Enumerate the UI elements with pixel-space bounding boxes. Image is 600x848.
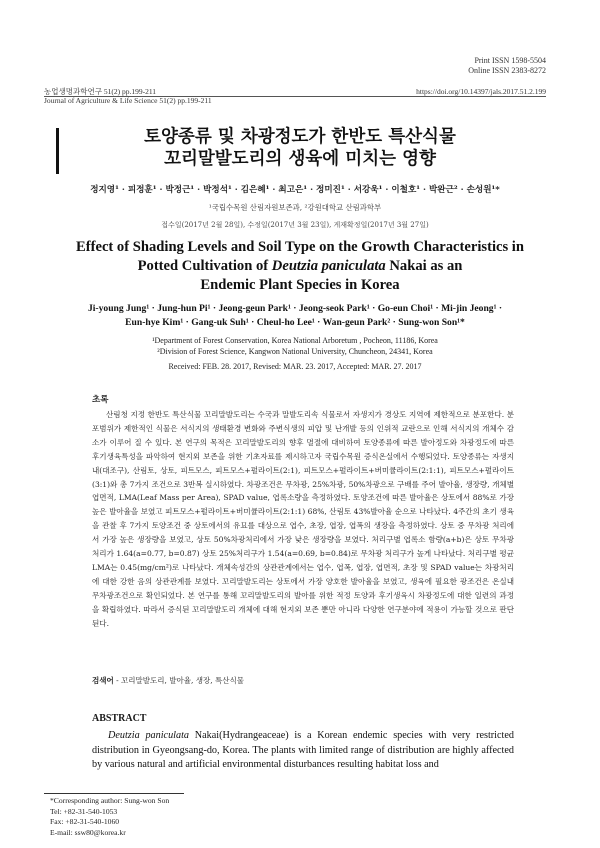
english-title-line2-pre: Potted Cultivation of [137, 258, 272, 274]
english-title-line1: Effect of Shading Levels and Soil Type on the Growth Characteristics in [76, 239, 524, 255]
english-affiliation [44, 335, 546, 357]
korean-dates: 접수일(2017년 2월 28일), 수정일(2017년 3월 23일), 게재확정일(2017년 3월 27일) [161, 221, 429, 229]
issn-block [468, 56, 546, 76]
footnote-author: *Corresponding author: Sung-won Son [50, 796, 170, 805]
online-issn: Online ISSN 2383-8272 [468, 66, 546, 75]
korean-title [62, 126, 538, 170]
english-authors-line1: Ji-young Jung¹ · Jung-hun Pi¹ · Jeong-geun Park¹ · Jeong-seok Park¹ · Go-eun Choi¹ · Mi-jin Jeong¹ · [87, 303, 503, 314]
doi-link[interactable]: https://doi.org/10.14397/jals.2017.51.2.199 [416, 87, 546, 96]
english-abstract-text: Nakai(Hydrangeaceae) is a Korean endemic species with very restricted distribution in Gyeongsang-do, Korea. The plants with limited range of distribution are highly affected by various natural and artificial environmental disturbances resulting habitat loss and [92, 730, 514, 771]
korean-title-line2: 꼬리말발도리의 생육에 미치는 영향 [164, 149, 436, 169]
korean-title-line1: 토양종류 및 차광정도가 한반도 특산식물 [144, 127, 456, 147]
korean-keywords [92, 675, 244, 686]
korean-abstract-heading: 초록 [92, 395, 109, 405]
korean-authors: 정지영¹ · 피정훈¹ · 박정근¹ · 박정석¹ · 김은혜¹ · 최고은¹ · 정미진¹ · 서강욱¹ · 이철호¹ · 박완근² · 손성원¹* [90, 185, 500, 195]
english-affiliation-line1: ¹Department of Forest Conservation, Korea National Arboretum , Pocheon, 11186, Korea [152, 336, 438, 345]
footnote-fax: Fax: +82-31-540-1060 [50, 817, 120, 826]
english-affiliation-line2: ²Division of Forest Science, Kangwon National University, Chuncheon, 24341, Korea [157, 347, 433, 356]
footnote-tel: Tel: +82-31-540-1053 [50, 806, 118, 816]
english-title-line2 [40, 257, 560, 276]
english-title-line2-post: Nakai as an [385, 258, 463, 274]
english-title [40, 238, 560, 295]
footnote-divider [44, 793, 184, 794]
english-authors [44, 302, 546, 330]
footnote-email[interactable]: E-mail: ssw80@korea.kr [50, 827, 126, 837]
english-title-line3: Endemic Plant Species in Korea [200, 277, 400, 293]
keywords-text: - 꼬리말발도리, 발아율, 생장, 특산식물 [113, 676, 245, 685]
abstract-species-name: Deutzia paniculata [108, 730, 190, 741]
header-divider [44, 96, 546, 97]
korean-abstract-body: 산림청 지정 한반도 특산식물 꼬리말발도리는 수국과 말발도리속 식물로서 자생지가 경상도 지역에 제한적으로 분포한다. 분포범위가 제한적인 식물은 서식지의 생태환경 변화와 주변식생의 피압 및 난개발 등의 인위적 교란으로 인해 서식지의 개체수 감소가 이루어 질 수 있다. 본 연구의 목적은 꼬리말발도리의 향후 멸절에 대비하여 토양종류에 따른 발아정도와 차광정도에 따른 후기생육특성을 파악하여 현지외 보존을 위한 기초자료를 제시하고자 국립수목원 증식온실에서 수행되었다. 토양종류는 자생지내(대조구), 산림토, 상토, 피트모스, 피트모스+펄라이트(2:1), 피트모스+펄라이트+버미큘라이트(2:1:1), 피트모스+펄라이트(3:1)와 총 7가지 조건으로 3반복 실시하였다. 차광조건은 무차광, 25%차광, 50%차광으로 구배를 주어 발아율, 생장량, 개체별 엽면적, LMA(Leaf Mass per Area), SPAD value, 엽록소량을 측정하였다. 토양조건에 따른 발아율은 상토에서 88%로 가장 높은 발아율을 보였고 피트모스+펄라이트+버미큘라이트(2:1:1) 68%, 산림토 43%발아율 순으로 나타났다. 4주간의 초기 생육을 관찰 후 7가지 토양조건 중 상토에서의 유묘를 대상으로 엽수, 초장, 엽장, 엽폭의 생장을 측정하였다. 상토 중 무차광 처리에서 가장 높은 생장량을 보였고, 상토 50%차광처리에서 가장 낮은 생장량을 보였다. 처리구별 엽록소 함량(a+b)은 상토 무차광 처리가 1.64(a=0.77, b=0.87) 상토 25%처리구가 1.54(a=0.69, b=0.84)로 무차광 처리구가 높게 나타났다. 처리구별 평균 LMA는 0.45(mg/cm²)로 나타났다. 개체속성간의 상관관계에서는 엽수, 엽폭, 엽장, 엽면적, 초장 및 SPAD value는 차광처리에 대한 강한 음의 상관관계를 보였다. 꼬리말발도리는 상토에서 가장 양호한 발아율을 보였고, 생육에 필요한 광조건은 온실내 무차광조건으로 확인되었다. 본 연구를 통해 꼬리말발도리의 발아를 위한 적정 토양과 후기생육시 차광정도에 대한 일련의 과정을 확립하였다. 따라서 증식된 꼬리말발도리 개체에 대해 현지외 보존 뿐만 아니라 다양한 연구분야에 적용이 가능할 것으로 판단된다. [92, 410, 514, 628]
title-accent-bar [56, 128, 59, 174]
keywords-label: 검색어 [92, 676, 114, 685]
english-authors-line2: Eun-hye Kim¹ · Gang-uk Suh¹ · Cheul-ho Lee¹ · Wan-geun Park² · Sung-won Son¹* [125, 317, 465, 328]
corresponding-author-footnote [50, 796, 169, 838]
journal-name-en: Journal of Agriculture & Life Science 51(2) pp.199-211 [44, 96, 212, 105]
print-issn: Print ISSN 1598-5504 [474, 56, 546, 65]
species-name: Deutzia paniculata [271, 258, 386, 274]
journal-name-ko: 농업생명과학연구 51(2) pp.199-211 [44, 87, 157, 96]
english-abstract-body [92, 729, 514, 773]
korean-affiliation: ¹국립수목원 산림자원보존과, ²강원대학교 산림과학부 [208, 203, 382, 212]
english-dates: Received: FEB. 28. 2017, Revised: MAR. 23. 2017, Accepted: MAR. 27. 2017 [168, 362, 422, 371]
english-abstract-heading: ABSTRACT [92, 713, 147, 724]
